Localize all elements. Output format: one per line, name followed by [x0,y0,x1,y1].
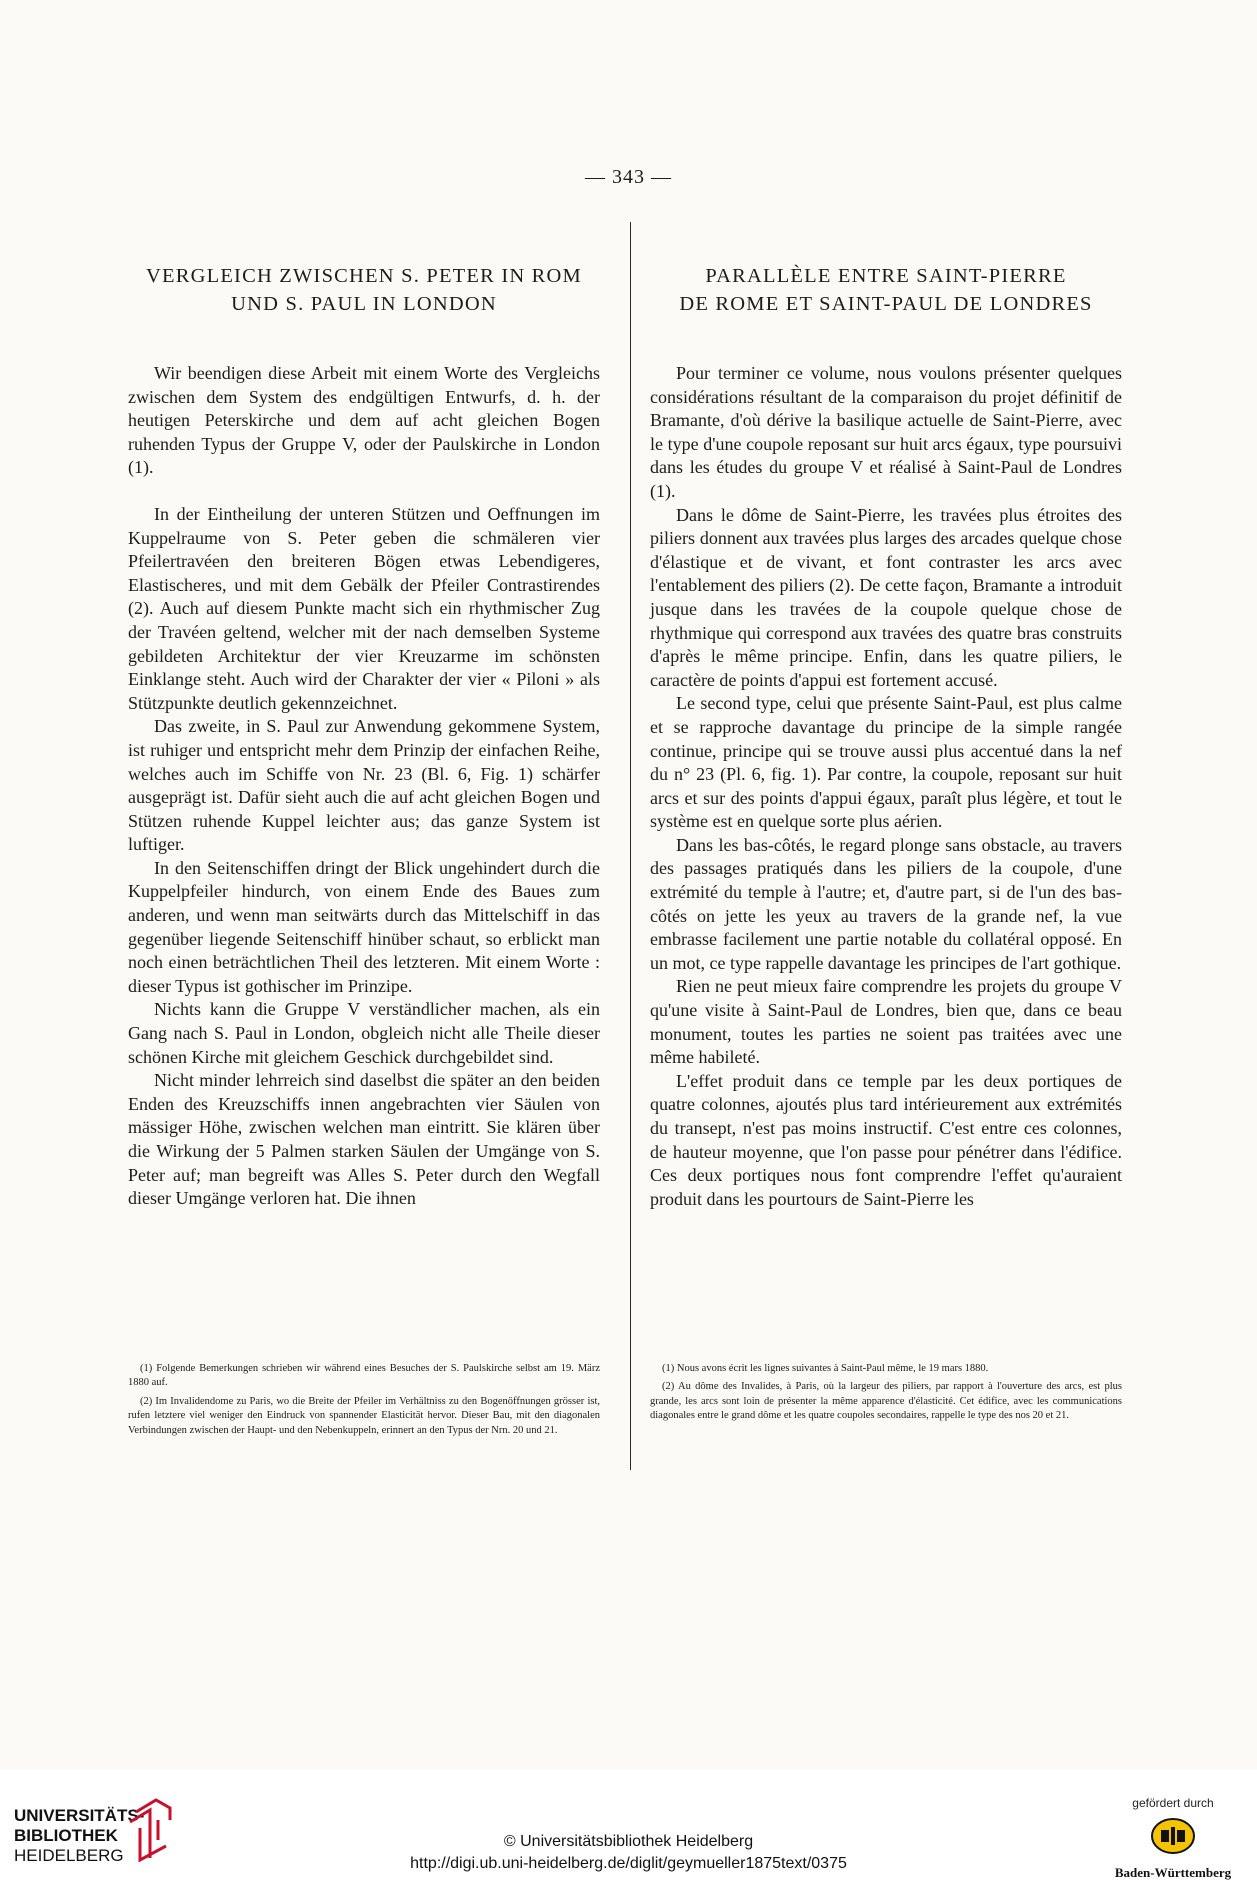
german-title [128,262,600,318]
german-title-line-2: UND S. PAUL IN LONDON [231,293,497,315]
footnote: (2) Au dôme des Invalides, à Paris, où la largeur des piliers, par rapport à l'ouverture des arcs, est plus grande, les arcs sont loin de présenter la même apparence d'élasticité. Cet édifice, avec les communications diagonales entre le grand dôme et les quatre coupoles secondaires, rappelle le type des nos 20 et 21. [650,1381,1122,1422]
german-paragraph: Nicht minder lehrreich sind daselbst die später an den beiden Enden des Kreuzschiffs innen angebrachten vier Säulen von mässiger Höhe, zwischen welchen man eintritt. Sie klären über die Wirkung der 5 Palmen starken Säulen der Umgänge von S. Peter auf; man begreift was Alles S. Peter durch den Wegfall dieser Umgänge verloren hat. Die ihnen [128,1070,600,1209]
permalink[interactable]: http://digi.ub.uni-heidelberg.de/diglit/geymueller1875text/0375 [410,1855,847,1872]
footnote: (2) Im Invalidendome zu Paris, wo die Breite der Pfeiler im Verhältniss zu den Bogenöffnungen grösser ist, rufen letztere viel weniger den Eindruck von spannender Elasticität hervor. Dieser Bau, mit den diagonalen Verbindungen zwischen der Haupt- und den Nebenkuppeln, erinnert an den Typus der Nrn. 20 und 21. [128,1395,600,1436]
state-crest-icon [1149,1816,1197,1856]
french-paragraph: Dans les bas-côtés, le regard plonge sans obstacle, au travers des passages pratiqués dans les piliers de la coupole, d'une extrémité du temple à l'autre; et, d'autre part, si de l'un des bas-côtés on jette les yeux au travers de la grande nef, la vue embrasse facilement une partie notable du collatéral opposé. En un mot, ce type rappelle davantage les principes de l'art gothique. [650,834,1122,973]
german-paragraph: Nichts kann die Gruppe V verständlicher machen, als ein Gang nach S. Paul in London, obgleich nicht alle Theile dieser schönen Kirche mit gleichem Geschick durchgebildet sind. [128,999,600,1067]
library-name-line-2: BIBLIOTHEK [14,1826,118,1845]
sponsor-label: gefördert durch [1132,1796,1214,1810]
french-paragraph: Le second type, celui que présente Saint-Paul, est plus calme et se rapproche davantage du principe de la simple rangée continue, principe qui se trouve aussi plus accentué dans la nef du n° 23 (Pl. 6, fig. 1). Par contre, la coupole, reposant sur huit arcs et sur des points d'appui égaux, paraît plus légère, et tout le système est en quelque sorte plus aérien. [650,693,1122,832]
french-column [650,262,1122,1211]
page-number: — 343 — [585,166,672,188]
french-paragraph: Rien ne peut mieux faire comprendre les projets du groupe V qu'une visite à Saint-Paul de Londres, bien que, dans ce beau monument, toutes les parties ne soient pas traitées avec une même habileté. [650,976,1122,1068]
french-footnotes [650,1362,1122,1428]
german-column [128,262,600,1211]
german-body [128,362,600,1211]
french-title-line-1: PARALLÈLE ENTRE SAINT-PIERRE [705,265,1067,287]
german-paragraph: Wir beendigen diese Arbeit mit einem Worte des Vergleichs zwischen dem System des endgültigen Entwurfs, d. h. der heutigen Peterskirche und dem auf acht gleichen Bogen ruhenden Typus der Gruppe V, oder der Paulskirche in London (1). [128,363,600,478]
french-title [650,262,1122,318]
german-paragraph: In der Eintheilung der unteren Stützen und Oeffnungen im Kuppelraume von S. Peter geben die schmäleren vier Pfeilertravéen den breiteren Bögen etwas Lebendigeres, Elastischeres, und mit dem Gebälk der Pfeiler Contrastirendes (2). Auch auf diesem Punkte macht sich ein rhythmischer Zug der Travéen geltend, welcher mit der nach demselben Systeme gebildeten Architektur der vier Kreuzarme im schönsten Einklange steht. Auch wird der Charakter der vier « Piloni » als Stützpunkte deutlich gekennzeichnet. [128,503,600,713]
german-footnotes [128,1362,600,1442]
french-body [650,362,1122,1211]
german-title-line-1: VERGLEICH ZWISCHEN S. PETER IN ROM [146,265,582,287]
footnote: (1) Folgende Bemerkungen schrieben wir während eines Besuches der S. Paulskirche selbst am 19. März 1880 auf. [128,1363,600,1389]
sponsor-name: Baden-Württemberg [1114,1865,1232,1880]
column-divider [630,222,631,1470]
library-name-line-1: UNIVERSITÄTS- [14,1806,145,1825]
copyright-notice: © Universitätsbibliothek Heidelberg [503,1833,754,1850]
french-paragraph: Pour terminer ce volume, nous voulons présenter quelques considérations résultant de la comparaison du projet définitif de Bramante, d'où dérive la basilique actuelle de Saint-Pierre, avec le type d'une coupole reposant sur huit arcs égaux, type poursuivi dans les études du groupe V et réalisé à Saint-Paul de Londres (1). [650,363,1122,501]
french-paragraph: Dans le dôme de Saint-Pierre, les travées plus étroites des piliers donnent aux travées plus larges des arcades quelque chose d'élastique et de vivant, et font contraster les arcs avec l'entablement des piliers (2). De cette façon, Bramante a introduit jusque dans les travées de la coupole quelque chose de rhythmique qui correspond aux travées des quatre bras construits d'après le même principe. Enfin, dans les quatre piliers, le caractère de points d'appui est fortement accusé. [650,504,1122,690]
german-paragraph: In den Seitenschiffen dringt der Blick ungehindert durch die Kuppelpfeiler hindurch, von einem Ende des Baues zum anderen, und wenn man seitwärts durch das Mittelschiff in das gegenüber liegende Seitenschiff hinüber schaut, so erblickt man noch einen beträchtlichen Theil des letzteren. Mit einem Worte : dieser Typus ist gothischer im Prinzipe. [128,857,600,996]
sponsor-block[interactable] [1100,1796,1246,1881]
french-paragraph: L'effet produit dans ce temple par les deux portiques de quatre colonnes, ajoutés plus tard intérieurement aux extrémités du transept, n'est pas moins instructif. C'est entre ces colonnes, de hauteur moyenne, que l'on passe pour pénétrer dans l'édifice. Ces deux portiques nous font comprendre l'effet qu'auraient produit dans les pourtours de Saint-Pierre les [650,1070,1122,1209]
library-mark-icon [126,1798,176,1862]
french-title-line-2: DE ROME ET SAINT-PAUL DE LONDRES [679,293,1093,315]
footnote: (1) Nous avons écrit les lignes suivantes à Saint-Paul même, le 19 mars 1880. [662,1363,989,1374]
german-paragraph: Das zweite, in S. Paul zur Anwendung gekommene System, ist ruhiger und entspricht mehr dem Prinzip der einfachen Reihe, welches auch im Schiffe von Nr. 23 (Bl. 6, Fig. 1) schärfer ausgeprägt ist. Dafür sieht auch die auf acht gleichen Bogen und Stützen ruhende Kuppel leichter aus; das ganze System ist luftiger. [128,716,600,855]
library-name-line-3: HEIDELBERG [14,1846,124,1865]
